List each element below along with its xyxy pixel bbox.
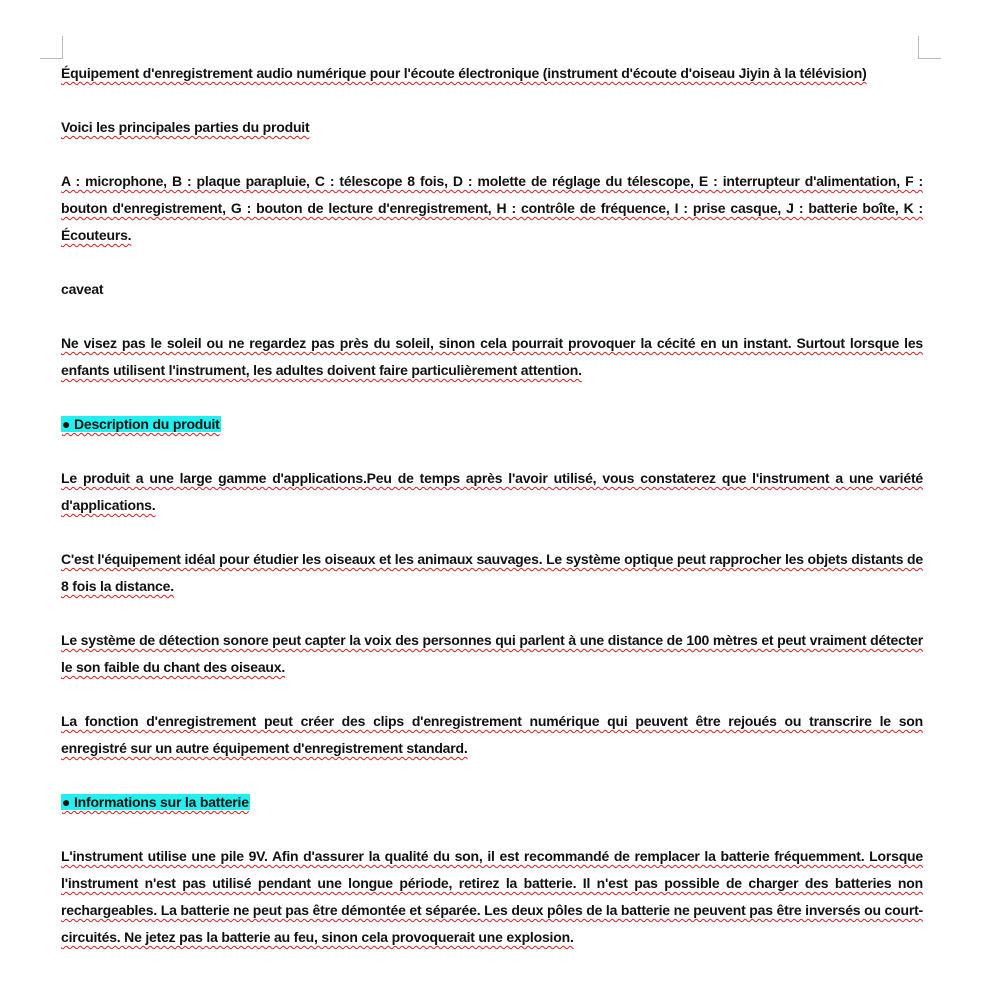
description-heading: [61, 411, 923, 438]
description-paragraph-3: Le système de détection sonore peut capter la voix des personnes qui parlent à une distance de 100 mètres et peut vraiment détecter le son faible du chant des oiseaux.: [61, 632, 923, 675]
description-paragraph-1: Le produit a une large gamme d'applications.Peu de temps après l'avoir utilisé, vous constaterez que l'instrument a une variété d'applications.: [61, 470, 923, 513]
page-corner-mark-top-right: [918, 36, 941, 59]
page-corner-mark-top-left: [40, 36, 63, 59]
battery-heading: [61, 789, 923, 816]
document-title: Équipement d'enregistrement audio numérique pour l'écoute électronique (instrument d'écoute d'oiseau Jiyin à la télévision): [61, 65, 867, 81]
battery-paragraph: L'instrument utilise une pile 9V. Afin d'assurer la qualité du son, il est recommandé de remplacer la batterie fréquemment. Lorsque l'instrument n'est pas utilisé pendant une longue période, retirez la batterie. Il n'est pas possible de charger des batteries non rechargeables. La batterie ne peut pas être démontée et séparée. Les deux pôles de la batterie ne peuvent pas être inversés ou court-circuités. Ne jetez pas la batterie au feu, sinon cela provoquerait une explosion.: [61, 848, 923, 945]
description-paragraph-2: C'est l'équipement idéal pour étudier les oiseaux et les animaux sauvages. Le système optique peut rapprocher les objets distants de 8 fois la distance.: [61, 551, 923, 594]
highlighted-heading: ● Informations sur la batterie: [62, 794, 249, 810]
highlighted-heading: ● Description du produit: [62, 416, 220, 432]
document-body[interactable]: [61, 60, 923, 951]
caveat-paragraph: Ne visez pas le soleil ou ne regardez pas près du soleil, sinon cela pourrait provoquer la cécité en un instant. Surtout lorsque les enfants utilisent l'instrument, les adultes doivent faire particulièrement attention.: [61, 335, 923, 378]
description-paragraph-4: La fonction d'enregistrement peut créer des clips d'enregistrement numérique qui peuvent être rejoués ou transcrire le son enregistré sur un autre équipement d'enregistrement standard.: [61, 713, 923, 756]
caveat-heading: caveat: [61, 281, 104, 297]
parts-list-paragraph: A : microphone, B : plaque parapluie, C : télescope 8 fois, D : molette de réglage du télescope, E : interrupteur d'alimentation, F : bouton d'enregistrement, G : bouton de lecture d'enregistrement, H : contrôle de fréquence, I : prise casque, J : batterie boîte, K : Écouteurs.: [61, 173, 923, 243]
parts-heading: Voici les principales parties du produit: [61, 119, 310, 135]
